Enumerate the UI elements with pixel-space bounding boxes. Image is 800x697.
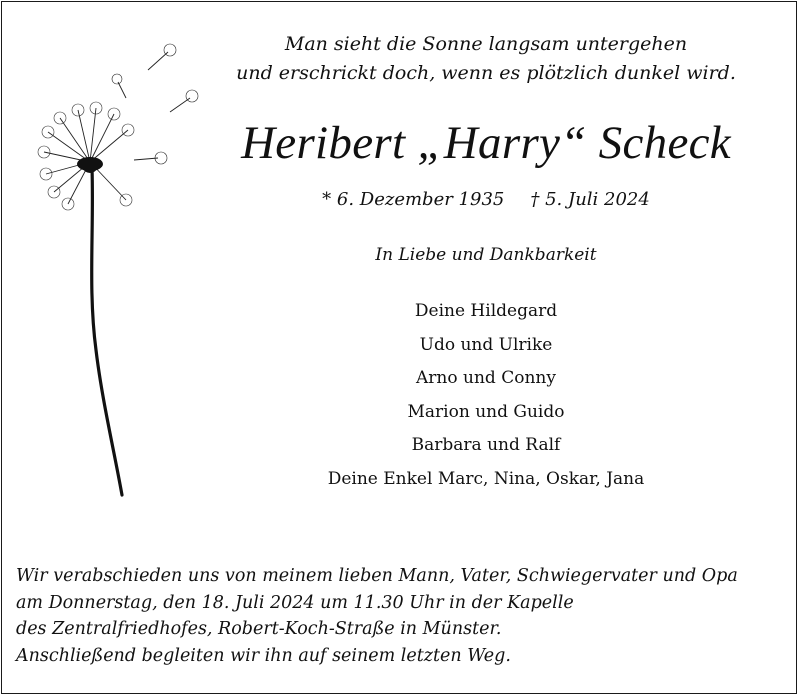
service-line: am Donnerstag, den 18. Juli 2024 um 11.30 Uhr in der Kapelle [16,592,574,613]
motto-line: Man sieht die Sonne langsam untergehen [284,33,688,55]
dandelion-illustration [30,40,220,500]
mourners-list [236,295,736,497]
service-info [16,563,786,669]
mourner-line: Deine Hildegard [414,301,558,321]
thanks-line: In Liebe und Dankbarkeit [375,245,597,265]
service-line: Wir verabschieden uns von meinem lieben Mann, Vater, Schwiegervater und Opa [16,566,738,586]
mourner-line: Deine Enkel Marc, Nina, Oskar, Jana [327,468,645,489]
service-line: des Zentralfriedhofes, Robert-Koch-Straße in Münster. [16,619,502,639]
birth-date: * 6. Dezember 1935 [322,189,505,210]
mourner-line: Marion und Guido [407,401,565,422]
mourner-line: Udo und Ulrike [419,334,553,355]
deceased-name: Heribert „Harry“ Scheck [241,117,731,169]
death-date: † 5. Juli 2024 [530,189,650,210]
mourner-line: Arno und Conny [416,368,556,389]
service-line: Anschließend begleiten wir ihn auf seinem letzten Weg. [16,645,511,666]
motto [236,30,736,88]
mourner-line: Barbara und Ralf [411,435,561,456]
motto-line: und erschrickt doch, wenn es plötzlich dunkel wird. [236,62,736,84]
life-dates [236,186,736,214]
